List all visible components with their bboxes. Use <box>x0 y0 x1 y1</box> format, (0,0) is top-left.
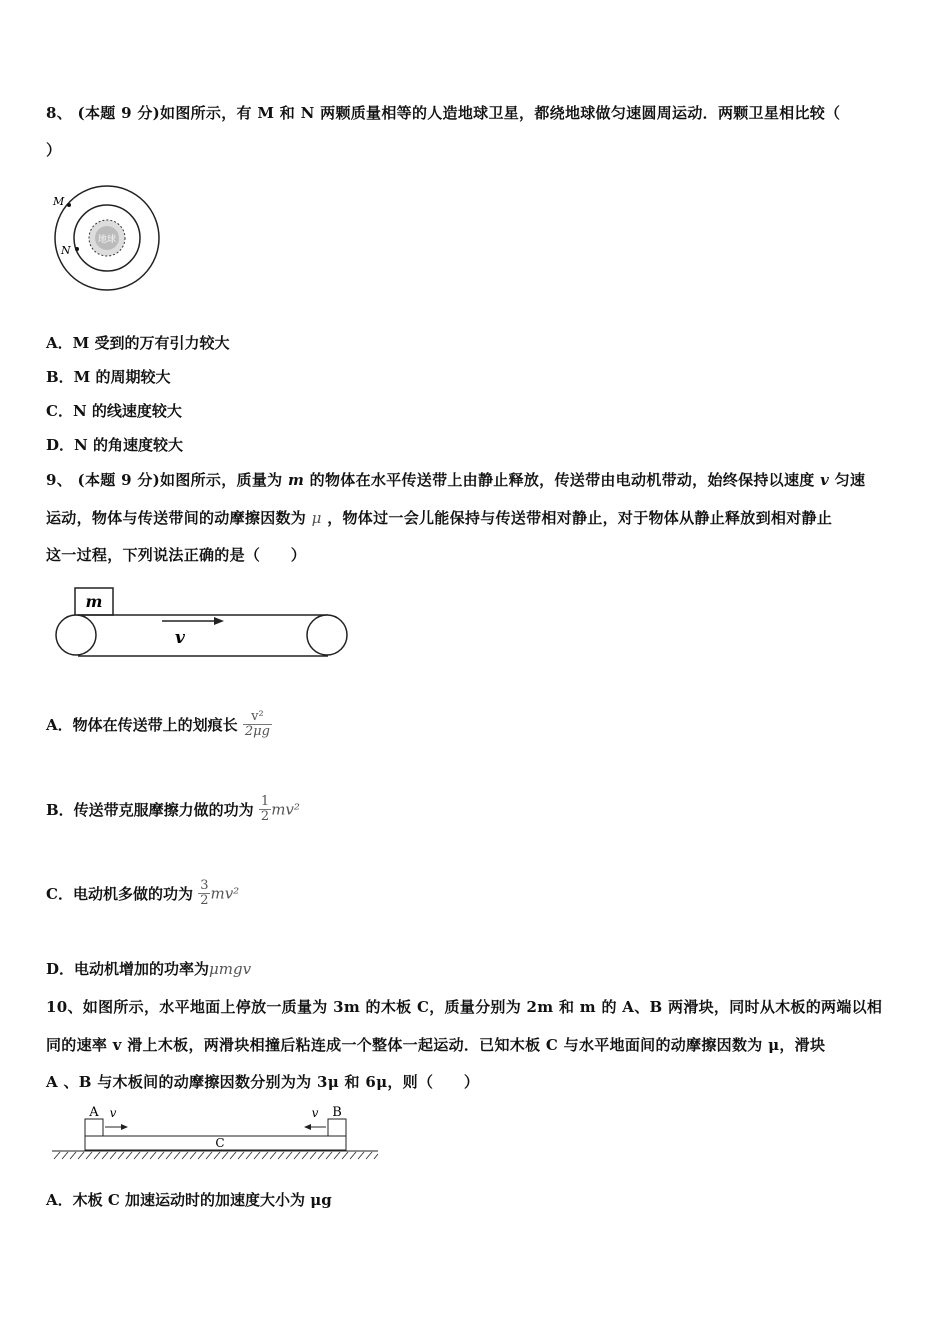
q10-stem-line2: 同的速率 v 滑上木板，两滑块相撞后粘连成一个整体一起运动．已知木板 C 与水平地面间的动摩擦因数为 μ，滑块 <box>46 1036 826 1054</box>
q10-board-figure <box>50 1102 390 1162</box>
q10-label-b: B <box>332 1105 342 1120</box>
q8-option-d[interactable]: D．N 的角速度较大 <box>46 436 183 454</box>
q9-stem-line1: 9、 (本题 9 分)如图所示，质量为 m 的物体在水平传送带上由静止释放，传送带由电动机带动，始终保持以速度 v 匀速 <box>46 471 866 489</box>
q8-option-a[interactable]: A．M 受到的万有引力较大 <box>46 334 230 352</box>
q8-label-m: M <box>53 195 65 208</box>
q9-stem-line3: 这一过程，下列说法正确的是（ ） <box>46 546 307 564</box>
q8-stem-line2: ） <box>46 141 62 159</box>
q8-option-c[interactable]: C．N 的线速度较大 <box>46 402 182 420</box>
q9-stem-line2: 运动，物体与传送带间的动摩擦因数为 μ ，物体过一会儿能保持与传送带相对静止，对于物体从静止释放到相对静止 <box>46 509 833 527</box>
q10-label-c: C <box>215 1136 225 1150</box>
q9-velocity-label: v <box>175 628 185 648</box>
q9-block-label: m <box>85 592 103 611</box>
q9-conveyor-figure <box>52 585 362 665</box>
q9-option-b-fraction: $\frac{1}{2}$ <box>260 794 270 824</box>
q10-label-a: A <box>89 1105 99 1120</box>
q9-option-d[interactable]: D．电动机增加的功率为μmgv <box>46 960 252 978</box>
q10-label-va: v <box>109 1106 117 1120</box>
q8-orbit-figure <box>45 185 175 295</box>
q10-stem-line1: 10、如图所示，水平地面上停放一质量为 3m 的木板 C，质量分别为 2m 和 m 的 A、B 两滑块，同时从木板的两端以相 <box>46 998 883 1016</box>
q8-earth-label: 地球 <box>97 235 117 245</box>
q9-option-c[interactable]: C．电动机多做的功为 $\frac{3}{2}$ mv² <box>46 878 240 908</box>
q9-option-a-fraction: $\frac{\text{v²}}{2\mu g}$ <box>244 709 270 739</box>
q10-label-vb: v <box>311 1106 319 1120</box>
q8-label-n: N <box>61 244 71 257</box>
q10-option-a[interactable]: A．木板 C 加速运动时的加速度大小为 μg <box>46 1191 332 1209</box>
q10-stem-line3: A 、B 与木板间的动摩擦因数分别为为 3μ 和 6μ，则（ ） <box>46 1073 480 1091</box>
q9-option-a[interactable]: A．物体在传送带上的划痕长 $\frac{\text{v²}}{2\mu g}$ <box>46 709 270 739</box>
q9-option-b[interactable]: B．传送带克服摩擦力做的功为 $\frac{1}{2}$ mv² <box>46 794 300 824</box>
q8-option-b[interactable]: B．M 的周期较大 <box>46 368 171 386</box>
q9-option-c-fraction: $\frac{3}{2}$ <box>200 878 209 908</box>
q8-stem-line1: 8、 (本题 9 分)如图所示，有 M 和 N 两颗质量相等的人造地球卫星，都绕地球做匀速圆周运动．两颗卫星相比较（ <box>46 104 841 122</box>
